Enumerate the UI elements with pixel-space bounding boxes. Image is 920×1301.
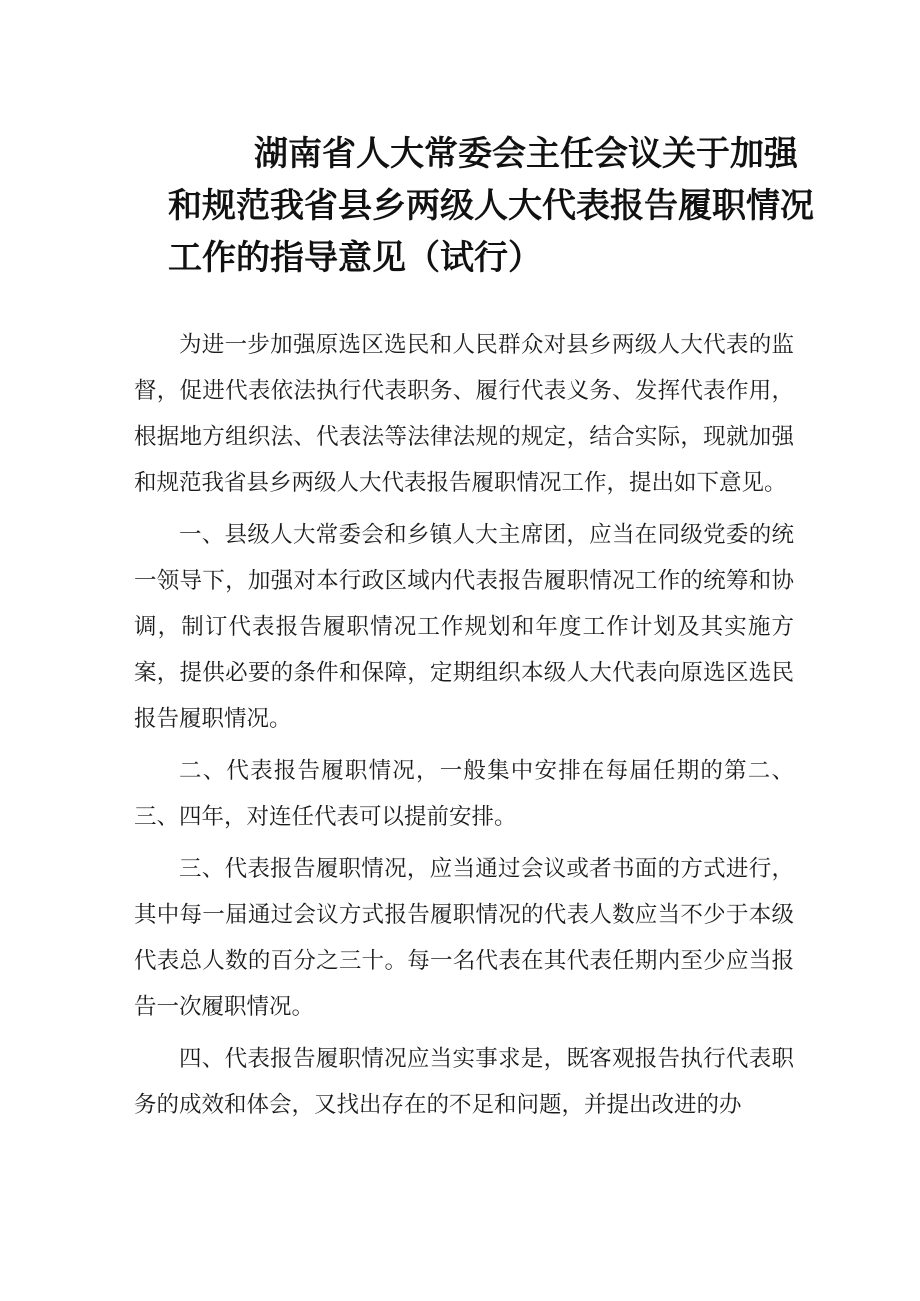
title-line-2: 和规范我省县乡两级人大代表报告履职情况 (168, 186, 814, 226)
paragraph-item-3: 三、代表报告履职情况，应当通过会议或者书面的方式进行，其中每一届通过会议方式报告履职情况的代表人数应当不少于本级代表总人数的百分之三十。每一名代表在其代表任期内至少应当报告一次履职情况。 (134, 856, 794, 1020)
document-body (134, 322, 794, 1134)
title-line-1: 湖南省人大常委会主任会议关于加强 (254, 134, 798, 174)
paragraph-intro: 为进一步加强原选区选民和人民群众对县乡两级人大代表的监督，促进代表依法执行代表职务、履行代表义务、发挥代表作用，根据地方组织法、代表法等法律法规的规定，结合实际，现就加强和规范我省县乡两级人大代表报告履职情况工作，提出如下意见。 (134, 332, 794, 496)
paragraph-item-1: 一、县级人大常委会和乡镇人大主席团，应当在同级党委的统一领导下，加强对本行政区域内代表报告履职情况工作的统筹和协调，制订代表报告履职情况工作规划和年度工作计划及其实施方案，提供必要的条件和保障，定期组织本级人大代表向原选区选民报告履职情况。 (134, 522, 794, 732)
title-line-3: 工作的指导意见（试行） (168, 238, 542, 278)
paragraph-item-4: 四、代表报告履职情况应当实事求是，既客观报告执行代表职务的成效和体会，又找出存在的不足和问题，并提出改进的办 (134, 1046, 794, 1118)
document-title (168, 128, 814, 284)
paragraph-item-2: 二、代表报告履职情况，一般集中安排在每届任期的第二、三、四年，对连任代表可以提前安排。 (134, 758, 794, 830)
